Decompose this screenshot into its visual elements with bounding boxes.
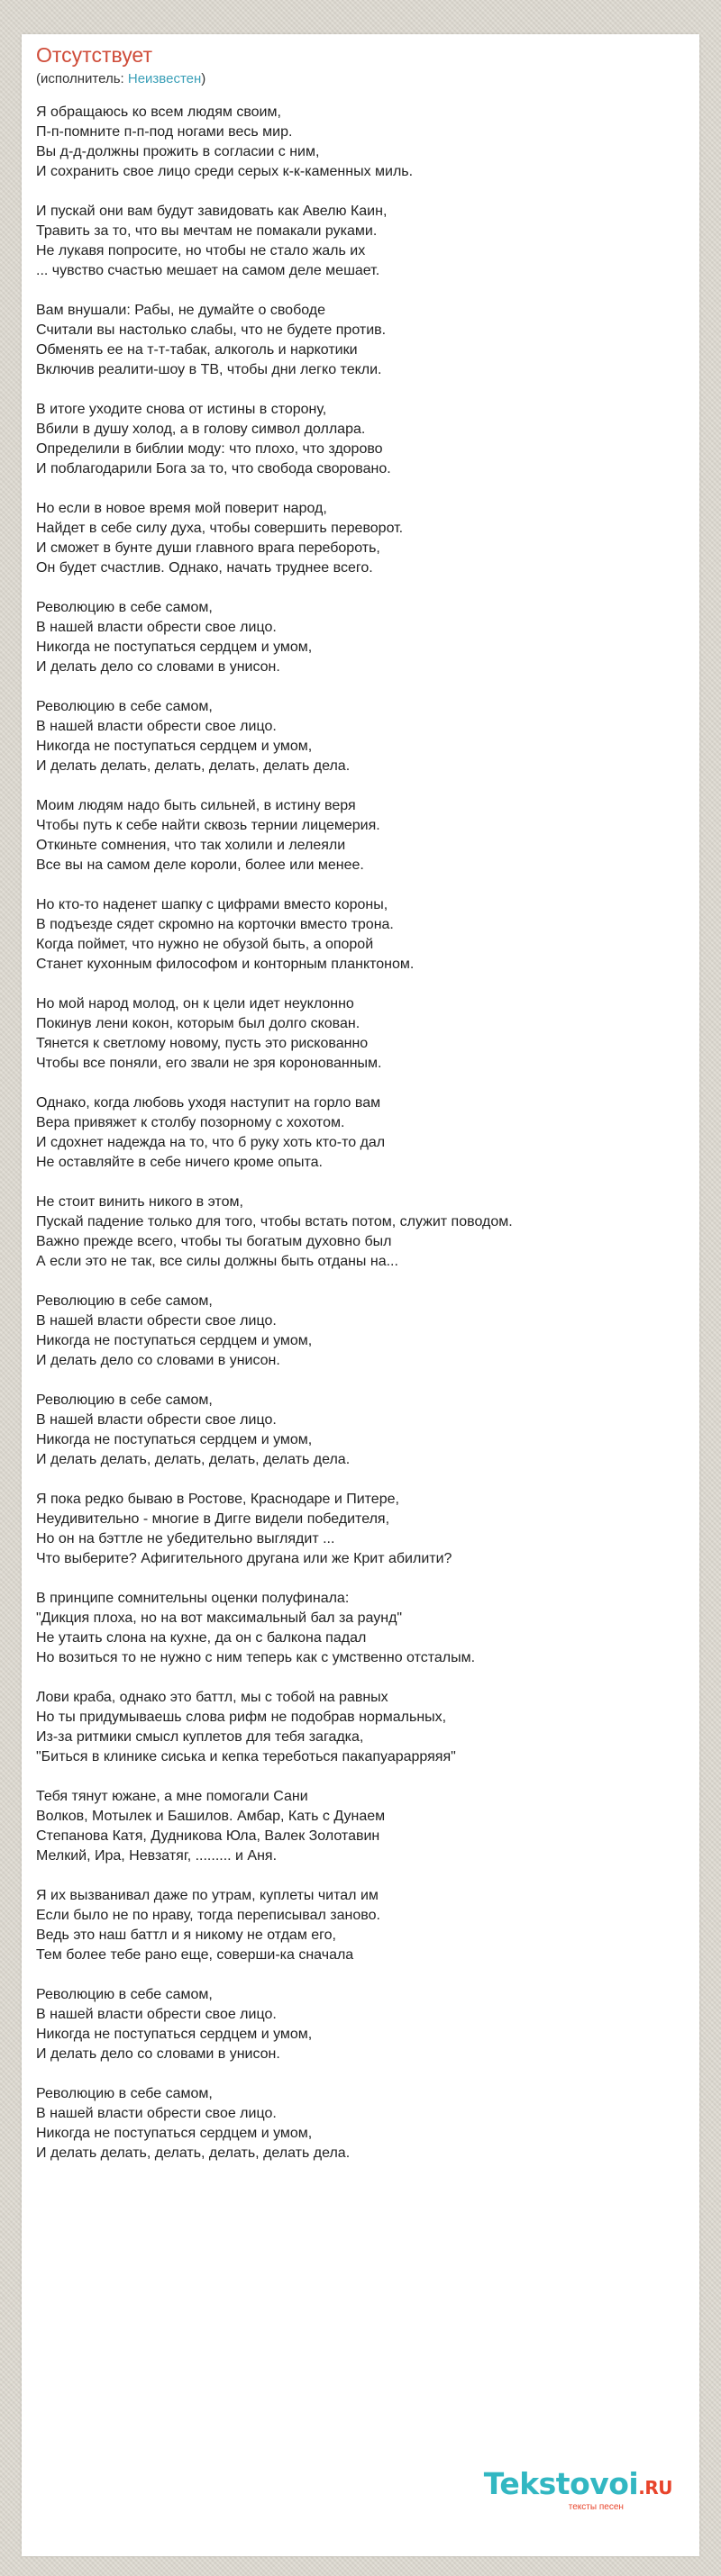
lyrics-line: Не оставляйте в себе ничего кроме опыта.	[36, 1155, 323, 1170]
lyrics-stanza	[36, 499, 699, 578]
lyrics-line: Никогда не поступаться сердцем и умом,	[36, 2027, 313, 2042]
lyrics-stanza	[36, 1787, 699, 1866]
lyrics-stanza	[36, 1292, 699, 1371]
artist-suffix: )	[201, 71, 206, 86]
lyrics-line: В подъезде сядет скромно на корточки вместо трона.	[36, 917, 394, 932]
lyrics-line: Никогда не поступаться сердцем и умом,	[36, 2126, 313, 2141]
lyrics-line: Тянется к светлому новому, пусть это рискованно	[36, 1036, 369, 1051]
lyrics-line: И сохранить свое лицо среди серых к-к-каменных миль.	[36, 164, 414, 179]
lyrics-line: Волков, Мотылек и Башилов. Амбар, Кать с Дунаем	[36, 1809, 386, 1824]
lyrics-line: "Биться в клинике сиська и кепка тереботься пакапуарарряяя"	[36, 1749, 456, 1764]
lyrics-line: Он будет счастлив. Однако, начать труднее всего.	[36, 560, 373, 576]
lyrics-line: Если было не по нраву, тогда переписывал заново.	[36, 1908, 380, 1923]
lyrics-stanza	[36, 202, 699, 281]
watermark-tld: .RU	[638, 2477, 672, 2499]
lyrics-stanza	[36, 1093, 699, 1173]
lyrics-line: В итоге уходите снова от истины в сторону,	[36, 402, 327, 417]
lyrics-line: Покинув лени кокон, которым был долго скован.	[36, 1016, 360, 1031]
lyrics-line: И поблагодарили Бога за то, что свобода своровано.	[36, 461, 391, 476]
lyrics-line: И делать делать, делать, делать, делать дела.	[36, 2145, 351, 2161]
lyrics-line: Но если в новое время мой поверит народ,	[36, 501, 327, 516]
lyrics-line: И сможет в бунте души главного врага перебороть,	[36, 540, 380, 556]
lyrics-line: И делать дело со словами в унисон.	[36, 1353, 280, 1368]
lyrics-line: Я их вызванивал даже по утрам, куплеты читал им	[36, 1888, 379, 1903]
lyrics-line: Найдет в себе силу духа, чтобы совершить переворот.	[36, 521, 404, 536]
lyrics-line: В нашей власти обрести свое лицо.	[36, 719, 277, 734]
lyrics-line: Из-за ритмики смысл куплетов для тебя загадка,	[36, 1729, 364, 1745]
song-header	[22, 34, 699, 88]
watermark-logo	[484, 2468, 672, 2504]
lyrics-line: Чтобы путь к себе найти сквозь тернии лицемерия.	[36, 818, 380, 833]
lyrics-line: Неудивительно - многие в Дигге видели победителя,	[36, 1511, 390, 1527]
lyrics-stanza	[36, 1688, 699, 1767]
lyrics-line: И пускай они вам будут завидовать как Авелю Каин,	[36, 204, 388, 219]
lyrics-line: И сдохнет надежда на то, что б руку хоть кто-то дал	[36, 1135, 386, 1150]
lyrics-line: Считали вы настолько слабы, что не будете против.	[36, 322, 387, 338]
watermark-tagline: тексты песен	[568, 2502, 624, 2512]
lyrics-line: Мелкий, Ира, Невзатяг, ......... и Аня.	[36, 1848, 278, 1864]
lyrics-line: Но мой народ молод, он к цели идет неуклонно	[36, 996, 354, 1011]
lyrics-line: Не утаить слона на кухне, да он с балкона падал	[36, 1630, 367, 1646]
lyrics-stanza	[36, 1985, 699, 2064]
song-title: Отсутствует	[36, 43, 152, 67]
lyrics-line: Включив реалити-шоу в ТВ, чтобы дни легко текли.	[36, 362, 382, 377]
lyrics-line: Никогда не поступаться сердцем и умом,	[36, 1333, 313, 1348]
lyrics-stanza	[36, 400, 699, 479]
lyrics-stanza	[36, 301, 699, 380]
lyrics-line: В нашей власти обрести свое лицо.	[36, 2106, 277, 2121]
lyrics-line: Однако, когда любовь уходя наступит на горло вам	[36, 1095, 381, 1111]
lyrics-text	[22, 103, 699, 2163]
lyrics-line: Революцию в себе самом,	[36, 600, 213, 615]
lyrics-line: И делать делать, делать, делать, делать дела.	[36, 758, 351, 774]
lyrics-line: Я обращаюсь ко всем людям своим,	[36, 104, 281, 120]
lyrics-line: ... чувство счастью мешает на самом деле мешает.	[36, 263, 380, 278]
lyrics-line: Тем более тебе рано еще, соверши-ка сначала	[36, 1947, 354, 1963]
lyrics-line: Лови краба, однако это баттл, мы с тобой на равных	[36, 1690, 388, 1705]
watermark-brand: Tekstovoi	[483, 2466, 639, 2501]
site-watermark	[484, 2468, 672, 2513]
lyrics-line: В нашей власти обрести свое лицо.	[36, 2007, 277, 2022]
lyrics-line: И делать делать, делать, делать, делать дела.	[36, 1452, 351, 1467]
lyrics-line: Вы д-д-должны прожить в согласии с ним,	[36, 144, 320, 159]
lyrics-stanza	[36, 598, 699, 677]
lyrics-stanza	[36, 103, 699, 182]
artist-link[interactable]: Неизвестен	[127, 71, 202, 86]
lyrics-line: И делать дело со словами в унисон.	[36, 659, 280, 675]
lyrics-line: Степанова Катя, Дудникова Юла, Валек Золотавин	[36, 1828, 380, 1844]
lyrics-line: А если это не так, все силы должны быть отданы на...	[36, 1254, 398, 1269]
lyrics-line: "Дикция плоха, но на вот максимальный бал за раунд"	[36, 1610, 403, 1626]
lyrics-stanza	[36, 1490, 699, 1569]
lyrics-stanza	[36, 2084, 699, 2163]
lyrics-stanza	[36, 1886, 699, 1965]
lyrics-line: Определили в библии моду: что плохо, что здорово	[36, 441, 383, 457]
lyrics-line: Революцию в себе самом,	[36, 1293, 213, 1309]
lyrics-line: Откиньте сомнения, что так холили и лелеяли	[36, 838, 346, 853]
lyrics-line: Не лукавя попросите, но чтобы не стало жаль их	[36, 243, 366, 259]
lyrics-line: Вбили в душу холод, а в голову символ доллара.	[36, 422, 366, 437]
lyrics-line: В нашей власти обрести свое лицо.	[36, 620, 277, 635]
lyrics-stanza	[36, 895, 699, 975]
lyrics-line: Важно прежде всего, чтобы ты богатым духовно был	[36, 1234, 392, 1249]
lyrics-line: Что выберите? Афигительного другана или же Крит абилити?	[36, 1551, 452, 1566]
lyrics-line: Революцию в себе самом,	[36, 699, 213, 714]
lyrics-line: Все вы на самом деле короли, более или менее.	[36, 857, 364, 873]
lyrics-line: И делать дело со словами в унисон.	[36, 2046, 280, 2062]
lyrics-line: Но ты придумываешь слова рифм не подобрав нормальных,	[36, 1710, 447, 1725]
lyrics-line: Станет кухонным философом и конторным планктоном.	[36, 957, 415, 972]
lyrics-stanza	[36, 697, 699, 776]
lyrics-line: Революцию в себе самом,	[36, 2086, 213, 2101]
lyrics-line: Не стоит винить никого в этом,	[36, 1194, 243, 1210]
lyrics-line: Революцию в себе самом,	[36, 1987, 213, 2002]
lyrics-line: Обменять ее на т-т-табак, алкоголь и наркотики	[36, 342, 358, 358]
lyrics-line: Никогда не поступаться сердцем и умом,	[36, 639, 313, 655]
lyrics-stanza	[36, 1589, 699, 1668]
lyrics-line: Революцию в себе самом,	[36, 1392, 213, 1408]
lyrics-line: П-п-помните п-п-под ногами весь мир.	[36, 124, 293, 140]
lyrics-line: Моим людям надо быть сильней, в истину веря	[36, 798, 356, 813]
lyrics-stanza	[36, 1193, 699, 1272]
lyrics-line: Я пока редко бываю в Ростове, Краснодаре и Питере,	[36, 1492, 399, 1507]
lyrics-line: Ведь это наш баттл и я никому не отдам его,	[36, 1927, 336, 1943]
artist-line	[36, 70, 699, 88]
lyrics-line: В нашей власти обрести свое лицо.	[36, 1313, 277, 1329]
lyrics-line: Пускай падение только для того, чтобы встать потом, служит поводом.	[36, 1214, 513, 1229]
lyrics-line: Тебя тянут южане, а мне помогали Сани	[36, 1789, 308, 1804]
lyrics-stanza	[36, 796, 699, 875]
lyrics-card	[22, 34, 699, 2556]
lyrics-line: Вера привяжет к столбу позорному с хохотом.	[36, 1115, 345, 1130]
lyrics-line: Но он на бэттле не убедительно выглядит ...	[36, 1531, 335, 1547]
lyrics-line: Никогда не поступаться сердцем и умом,	[36, 739, 313, 754]
lyrics-line: Но возиться то не нужно с ним теперь как с умственно отсталым.	[36, 1650, 476, 1665]
artist-prefix: (исполнитель:	[36, 71, 128, 86]
lyrics-line: Вам внушали: Рабы, не думайте о свободе	[36, 303, 326, 318]
lyrics-line: Чтобы все поняли, его звали не зря коронованным.	[36, 1056, 382, 1071]
lyrics-stanza	[36, 994, 699, 1074]
lyrics-line: Но кто-то наденет шапку с цифрами вместо короны,	[36, 897, 388, 912]
lyrics-line: Никогда не поступаться сердцем и умом,	[36, 1432, 313, 1447]
lyrics-line: Травить за то, что вы мечтам не помакали руками.	[36, 223, 378, 239]
lyrics-line: Когда поймет, что нужно не обузой быть, а опорой	[36, 937, 374, 952]
lyrics-stanza	[36, 1391, 699, 1470]
lyrics-line: В нашей власти обрести свое лицо.	[36, 1412, 277, 1428]
lyrics-line: В принципе сомнительны оценки полуфинала:	[36, 1591, 350, 1606]
